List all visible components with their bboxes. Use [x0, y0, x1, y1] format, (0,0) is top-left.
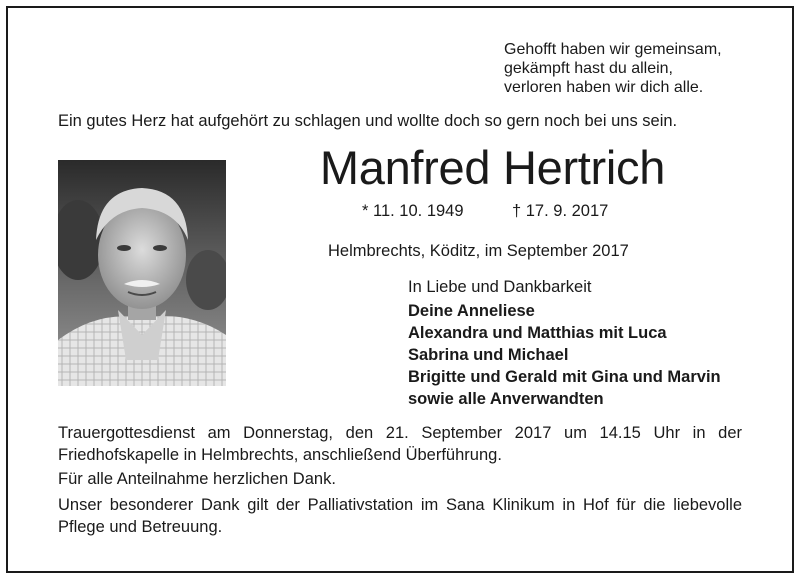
death-date: † 17. 9. 2017 [512, 202, 609, 220]
mourners-block [408, 276, 721, 410]
mourner-line: sowie alle Anverwandten [408, 390, 604, 408]
motto-line: gekämpft hast du allein, [504, 60, 673, 77]
mourner-line: Alexandra und Matthias mit Luca [408, 324, 667, 342]
mourner-line: Deine Anneliese [408, 302, 535, 320]
deceased-name: Manfred Hertrich [319, 141, 666, 194]
place-date: Helmbrechts, Köditz, im September 2017 [328, 242, 629, 260]
mourner-line: Sabrina und Michael [408, 346, 569, 364]
intro-text: Ein gutes Herz hat aufgehört zu schlagen und wollte doch so gern noch bei uns sein. [58, 112, 678, 130]
mourner-line: Brigitte und Gerald mit Gina und Marvin [408, 368, 721, 386]
birth-date: * 11. 10. 1949 [362, 202, 464, 220]
motto-line: verloren haben wir dich alle. [504, 79, 704, 96]
general-thanks: Für alle Anteilnahme herzlichen Dank. [58, 470, 336, 488]
motto [504, 40, 722, 97]
funeral-service-text: Trauergottesdienst am Donnerstag, den 21. September 2017 um 14.15 Uhr in der Friedhofskapelle in Helmbrechts, anschließend Überführung. [58, 424, 742, 464]
mourners-heading: In Liebe und Dankbarkeit [408, 278, 592, 296]
motto-line: Gehofft haben wir gemeinsam, [504, 41, 722, 58]
special-thanks: Unser besonderer Dank gilt der Palliativstation im Sana Klinikum in Hof für die liebevolle Pflege und Betreuung. [58, 496, 742, 536]
